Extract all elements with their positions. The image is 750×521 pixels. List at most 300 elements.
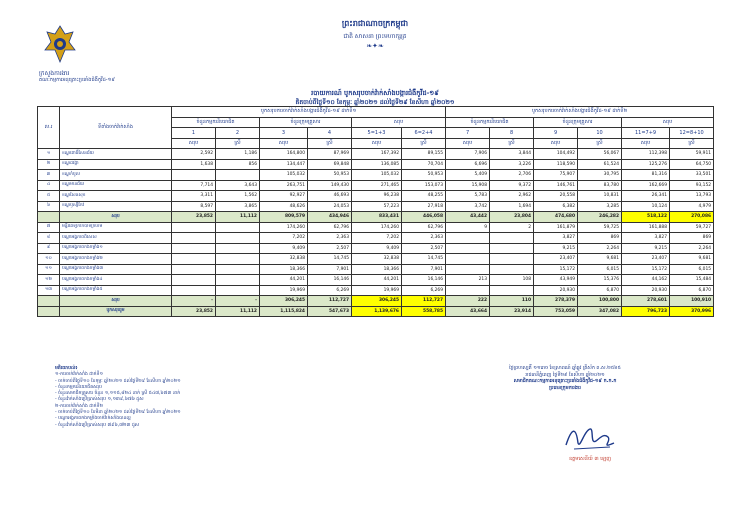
table-cell (216, 233, 260, 244)
signer-title: ប្រធានក្រុមការងារ (549, 385, 581, 391)
table-cell: 33,501 (670, 170, 714, 181)
table-cell: 6,269 (402, 285, 446, 296)
table-cell: 15,484 (670, 275, 714, 286)
table-cell: 20,558 (534, 191, 578, 202)
table-cell: 18,366 (260, 264, 308, 275)
table-cell (216, 264, 260, 275)
g1-worker-header: ចំនួនកម្មករ​និយោជិត (172, 117, 260, 128)
table-cell: 23,852 (172, 212, 216, 223)
table-cell: 5,409 (446, 170, 490, 181)
row-number: ១៣ (38, 285, 60, 296)
table-row (38, 254, 714, 265)
note-line: - ចាក់ចាប់ពីថ្ងៃទី១០ ខែមីនា ឆ្នាំ២០២១ ដល់ថ្ងៃទី២៩ ខែសីហា ឆ្នាំ២០២១ (55, 410, 181, 416)
table-cell: 50,953 (308, 170, 352, 181)
table-cell: 3,226 (490, 159, 534, 170)
table-row (38, 243, 714, 254)
row-number: ២ (38, 159, 60, 170)
table-cell: 13,793 (670, 191, 714, 202)
table-cell: 222 (446, 296, 490, 307)
row-number (38, 212, 60, 223)
table-row (38, 201, 714, 212)
sum-row (38, 296, 714, 307)
table-cell: 15,376 (578, 275, 622, 286)
row-label: ខណ្ឌពោធិ៍សែនជ័យ (60, 149, 172, 160)
table-cell: 32,838 (260, 254, 308, 265)
table-cell: 44,201 (260, 275, 308, 286)
table-cell: 100,800 (578, 296, 622, 307)
table-cell: - (172, 296, 216, 307)
row-label: សរុប (60, 296, 172, 307)
row-label: បូកសរុបរួម (60, 306, 172, 317)
table-cell: 7,714 (172, 180, 216, 191)
g2-total-header: សរុប (622, 117, 714, 128)
note-line: - ចំនួនវ៉ាក់សាំងប្រើប្រាស់សរុប ១,១៣៩,៦៧៦ ដូស (55, 397, 144, 403)
row-label: បណ្ដាអង្គភាពកងកម្លាំង៣ (60, 264, 172, 275)
note-line: - បណ្ដាអង្គភាពកងកម្លាំងចាក់វ៉ាក់សាំងបានល្អ (55, 416, 131, 422)
table-cell: 19,969 (352, 285, 402, 296)
table-cell (172, 275, 216, 286)
table-cell: 125,276 (622, 159, 670, 170)
table-cell: 3,643 (216, 180, 260, 191)
table-cell: 14,745 (402, 254, 446, 265)
row-label: បណ្ដាអង្គភាពកងកម្លាំង២ (60, 254, 172, 265)
col-unit: ស្រី (308, 138, 352, 149)
table-cell: 8,597 (172, 201, 216, 212)
group2-header: បូកសរុបការចាក់វ៉ាក់សាំងបង្ការជំងឺកូវីដ-១៩ ដាក់ទី២ (446, 107, 714, 118)
row-number: ៥ (38, 191, 60, 202)
table-cell: 9,372 (490, 180, 534, 191)
table-cell: 278,601 (622, 296, 670, 307)
table-cell: 7,202 (352, 233, 402, 244)
table-cell: 2,592 (172, 149, 216, 160)
row-label: បណ្ដាអង្គភាពកងកម្លាំង៤ (60, 275, 172, 286)
table-cell: 3,285 (578, 201, 622, 212)
row-number: ៨ (38, 233, 60, 244)
table-row (38, 159, 714, 170)
col-number: 8 (490, 128, 534, 139)
table-cell: 9,681 (670, 254, 714, 265)
report-title: របាយការណ៍ បូកសរុបចាក់វ៉ាក់សាំងបង្ការជំងឺកូវីដ-១៩ (311, 89, 439, 97)
org-name: ក្រសួងការងារ (39, 70, 70, 77)
table-cell (172, 285, 216, 296)
table-cell: 2,962 (490, 191, 534, 202)
document-sheet (35, 14, 715, 514)
ornament: ❧✦❧ (366, 42, 384, 50)
table-cell: 146,761 (534, 180, 578, 191)
table-cell: 134,447 (260, 159, 308, 170)
table-cell: 105,032 (260, 170, 308, 181)
table-cell: 10,831 (578, 191, 622, 202)
table-cell (172, 233, 216, 244)
table-row (38, 180, 714, 191)
row-number: ៣ (38, 170, 60, 181)
row-label: បណ្ដាអង្គភាពពិសេស (60, 233, 172, 244)
col-number: 4 (308, 128, 352, 139)
row-label: សរុប (60, 212, 172, 223)
row-number: ១០ (38, 254, 60, 265)
row-label: ខណ្ឌសែនសុខ (60, 191, 172, 202)
row-number: ៧ (38, 222, 60, 233)
table-cell (446, 285, 490, 296)
vaccination-table (37, 106, 714, 317)
col-unit: ស្រី (490, 138, 534, 149)
table-cell: 11,112 (216, 212, 260, 223)
kingdom-title: ព្រះរាជាណាចក្រកម្ពុជា (341, 19, 409, 28)
col-number: 2 (216, 128, 260, 139)
table-cell: 4,979 (670, 201, 714, 212)
org-subname: គណៈកម្មការអនុគ្រោះប្រឆាំងជំងឺកូវីដ-១៩ (39, 77, 115, 83)
table-cell: 26,341 (622, 191, 670, 202)
row-number: ៤ (38, 180, 60, 191)
row-number: ១១ (38, 264, 60, 275)
table-cell: 2,507 (308, 243, 352, 254)
table-cell: 61,524 (578, 159, 622, 170)
table-cell: 20,930 (534, 285, 578, 296)
table-cell: 7,901 (308, 264, 352, 275)
place-date: រាជធានីភ្នំពេញ ថ្ងៃទី២៩ ខែសីហា ឆ្នាំ២០២១ (525, 372, 605, 378)
col-unit: ស្រី (578, 138, 622, 149)
table-cell: 3,844 (490, 149, 534, 160)
table-cell: 558,785 (402, 306, 446, 317)
table-cell: 93,152 (670, 180, 714, 191)
table-cell: 1,638 (172, 159, 216, 170)
table-body (38, 149, 714, 317)
table-cell: 153,073 (402, 180, 446, 191)
table-cell: 161,888 (622, 222, 670, 233)
table-cell: 83,780 (578, 180, 622, 191)
table-cell: 64,750 (670, 159, 714, 170)
table-cell: 306,245 (260, 296, 308, 307)
note-line: - ចំនួនវ៉ាក់សាំងប្រើប្រាស់សរុប ៧៩៦,៧២៣ ដូស (55, 422, 140, 428)
table-cell: 9,215 (534, 243, 578, 254)
col-number: 9 (534, 128, 578, 139)
table-cell: 112,727 (402, 296, 446, 307)
row-label: ខណ្ឌកំបូល (60, 170, 172, 181)
signer-role: សមាជិកគណៈកម្មការអនុគ្រោះប្រឆាំងជំងឺកូវីដ-១៩ ក.ក.ក (513, 379, 617, 384)
table-cell: 15,172 (622, 264, 670, 275)
table-cell (216, 254, 260, 265)
col-unit: ស្រី (216, 138, 260, 149)
row-label: ខណ្ឌឫស្សីកែវ (60, 201, 172, 212)
table-cell (172, 254, 216, 265)
table-cell: 6,870 (578, 285, 622, 296)
table-cell: 271,465 (352, 180, 402, 191)
table-cell: 809,579 (260, 212, 308, 223)
lunar-date: ថ្ងៃព្រហស្បតិ៍ ១១រោច ខែស្រាពណ៍ ឆ្នាំឆ្លូវ ត្រីស័ក ព.ស.២៥៦៥ (509, 366, 621, 371)
table-row (38, 170, 714, 181)
table-cell (446, 264, 490, 275)
row-label: បណ្ដាអង្គភាពកងកម្លាំង៥ (60, 285, 172, 296)
table-cell: 547,673 (308, 306, 352, 317)
table-cell (172, 222, 216, 233)
table-row (38, 285, 714, 296)
table-cell: 44,201 (352, 275, 402, 286)
table-cell: 100,910 (670, 296, 714, 307)
table-cell (446, 233, 490, 244)
table-cell: 16,146 (402, 275, 446, 286)
table-cell: 50,953 (402, 170, 446, 181)
col-unit: សរុប (260, 138, 308, 149)
col-number: 11=7+9 (622, 128, 670, 139)
row-number: ១ (38, 149, 60, 160)
table-cell: 23,804 (490, 212, 534, 223)
table-cell: 11,112 (216, 306, 260, 317)
table-cell: 753,059 (534, 306, 578, 317)
table-cell: 3,827 (622, 233, 670, 244)
table-cell (490, 233, 534, 244)
table-cell: 75,907 (534, 170, 578, 181)
signer-name: ឧត្តមសេនីយ៍ ៣ ឡេញ (568, 456, 612, 462)
table-cell: 1,115,824 (260, 306, 308, 317)
col-number: 1 (172, 128, 216, 139)
table-cell: 48,626 (260, 201, 308, 212)
table-cell (490, 243, 534, 254)
col-unit: ស្រី (670, 138, 714, 149)
table-row (38, 191, 714, 202)
table-cell (172, 243, 216, 254)
table-cell: 246,282 (578, 212, 622, 223)
g1-family-header: ចំនួនក្រុមគ្រួសារ (260, 117, 352, 128)
table-cell: 23,914 (490, 306, 534, 317)
table-cell: 263,751 (260, 180, 308, 191)
g2-family-header: ចំនួនក្រុមគ្រួសារ (534, 117, 622, 128)
table-cell: 6,870 (670, 285, 714, 296)
table-cell: 306,245 (352, 296, 402, 307)
table-cell: 56,067 (578, 149, 622, 160)
col-number: 10 (578, 128, 622, 139)
group1-header: បូកសរុបការចាក់វ៉ាក់សាំងបង្ការជំងឺកូវីដ-១៩ ដាក់ទី១ (172, 107, 446, 118)
table-cell: 2,363 (308, 233, 352, 244)
table-cell (216, 170, 260, 181)
table-cell (446, 243, 490, 254)
table-cell: 96,238 (352, 191, 402, 202)
table-cell: 149,430 (308, 180, 352, 191)
table-row (38, 275, 714, 286)
col-unit: សរុប (622, 138, 670, 149)
table-cell: 59,725 (578, 222, 622, 233)
table-cell: 16,146 (308, 275, 352, 286)
table-cell (216, 285, 260, 296)
table-row (38, 222, 714, 233)
table-cell: 9,681 (578, 254, 622, 265)
col-unit: ស្រី (402, 138, 446, 149)
table-cell: 43,442 (446, 212, 490, 223)
table-cell: 3,742 (446, 201, 490, 212)
table-cell (172, 264, 216, 275)
table-cell: 2,264 (578, 243, 622, 254)
table-cell: 856 (216, 159, 260, 170)
row-label: ខណ្ឌមានជ័យ (60, 180, 172, 191)
table-cell: 108 (490, 275, 534, 286)
table-cell: 1,186 (216, 149, 260, 160)
row-label: បណ្ដាអង្គភាពកងកម្លាំង១ (60, 243, 172, 254)
table-cell (216, 275, 260, 286)
table-cell: 518,122 (622, 212, 670, 223)
table-cell (490, 264, 534, 275)
ministry-emblem-icon (43, 24, 77, 64)
signature-block (455, 366, 675, 392)
table-cell: 15,172 (534, 264, 578, 275)
table-cell (490, 254, 534, 265)
kingdom-motto: ជាតិ សាសនា ព្រះមហាក្សត្រ (343, 33, 407, 40)
table-cell: 81,316 (622, 170, 670, 181)
row-number (38, 306, 60, 317)
row-number: ៩ (38, 243, 60, 254)
table-row (38, 149, 714, 160)
col-no-header: ល.រ (38, 107, 60, 149)
table-cell: 7,202 (260, 233, 308, 244)
report-subtitle: គិតចាប់ពីថ្ងៃទី១០ ខែកុម្ភៈ ឆ្នាំ២០២១ ដល់ថ្ងៃទី២៩ ខែសីហា ឆ្នាំ២០២១ (295, 99, 455, 106)
table-cell (172, 170, 216, 181)
table-cell: 9,215 (622, 243, 670, 254)
table-cell: 161,879 (534, 222, 578, 233)
table-cell (216, 222, 260, 233)
table-cell: 2,264 (670, 243, 714, 254)
total-row (38, 306, 714, 317)
table-cell: 9,409 (352, 243, 402, 254)
table-cell: 370,996 (670, 306, 714, 317)
table-cell: 7,901 (402, 264, 446, 275)
col-number: 5=1+3 (352, 128, 402, 139)
table-cell: 474,680 (534, 212, 578, 223)
table-cell: 6,015 (578, 264, 622, 275)
table-cell: 23,407 (534, 254, 578, 265)
note-line: ១-ការចាក់វ៉ាក់សាំង ដាក់ទី១ (55, 372, 103, 378)
table-cell: 278,379 (534, 296, 578, 307)
table-cell: 112,398 (622, 149, 670, 160)
table-cell: 32,838 (352, 254, 402, 265)
handwritten-signature-icon (560, 419, 620, 457)
table-cell: 833,431 (352, 212, 402, 223)
table-cell: 2,363 (402, 233, 446, 244)
table-cell (216, 243, 260, 254)
row-number: ៦ (38, 201, 60, 212)
table-cell: 44,162 (622, 275, 670, 286)
table-cell: 167,392 (352, 149, 402, 160)
table-cell: 24,053 (308, 201, 352, 212)
kingdom-header (275, 18, 475, 50)
col-number: 6=2+4 (402, 128, 446, 139)
row-label: ខណ្ឌដង្កោ (60, 159, 172, 170)
table-cell: 19,969 (260, 285, 308, 296)
col-unit: សរុប (352, 138, 402, 149)
table-cell: 2 (490, 222, 534, 233)
table-cell: 87,969 (308, 149, 352, 160)
table-cell: 110 (490, 296, 534, 307)
table-cell: 43,949 (534, 275, 578, 286)
table-cell: 6,382 (534, 201, 578, 212)
table-cell: 796,723 (622, 306, 670, 317)
table-cell: 92,927 (260, 191, 308, 202)
col-unit: សរុប (446, 138, 490, 149)
table-cell: 27,918 (402, 201, 446, 212)
table-cell: 6,015 (670, 264, 714, 275)
notes-lines (55, 372, 385, 429)
table-cell: 23,852 (172, 306, 216, 317)
table-cell: 30,795 (578, 170, 622, 181)
g1-total-header: សរុប (352, 117, 446, 128)
table-cell: - (216, 296, 260, 307)
col-unit: សរុប (534, 138, 578, 149)
table-cell: 69,848 (308, 159, 352, 170)
table-cell (446, 254, 490, 265)
table-cell: 104,492 (534, 149, 578, 160)
col-name-header: ទីតាំងចាក់វ៉ាក់សាំង (60, 107, 172, 149)
table-cell: 446,058 (402, 212, 446, 223)
row-label: មន្ទីរពេទ្យកាកបាទក្រហម (60, 222, 172, 233)
table-cell: 270,086 (670, 212, 714, 223)
note-line: - ចំនួនកម្មករនិយោជិតសរុប (55, 384, 102, 390)
row-number (38, 296, 60, 307)
notes-heading: មតិយោបល់៖ (55, 366, 78, 371)
table-cell: 1,562 (216, 191, 260, 202)
table-cell: 118,590 (534, 159, 578, 170)
table-cell: 18,366 (352, 264, 402, 275)
table-cell: 89,155 (402, 149, 446, 160)
g2-worker-header: ចំនួនកម្មករ​និយោជិត (446, 117, 534, 128)
notes-block (55, 366, 385, 429)
table-cell: 59,911 (670, 149, 714, 160)
table-row (38, 264, 714, 275)
note-line: ២-ការចាក់វ៉ាក់សាំង ដាក់ទី២ (55, 403, 103, 409)
note-line: - ចំនួនសមាជិកគ្រួសារ ចំនួន ១,១១៥,៨២៤ នាក់ ស្រី ៥៤៧,៦៧៣ នាក់ (55, 391, 181, 397)
table-cell: 15,908 (446, 180, 490, 191)
table-cell: 2,507 (402, 243, 446, 254)
sum-row (38, 212, 714, 223)
table-row (38, 233, 714, 244)
table-cell: 136,085 (352, 159, 402, 170)
table-cell (490, 285, 534, 296)
table-cell: 869 (578, 233, 622, 244)
note-line: - ចាក់ចាប់ពីថ្ងៃទី១០ ខែកុម្ភៈ ឆ្នាំ២០២១ ដល់ថ្ងៃទី២៩ ខែសីហា ឆ្នាំ២០២១ (55, 378, 181, 384)
table-cell: 3,865 (216, 201, 260, 212)
table-cell: 112,727 (308, 296, 352, 307)
table-cell: 59,727 (670, 222, 714, 233)
table-cell: 46,693 (308, 191, 352, 202)
table-cell: 174,260 (352, 222, 402, 233)
table-cell: 213 (446, 275, 490, 286)
table-cell: 43,664 (446, 306, 490, 317)
table-cell: 869 (670, 233, 714, 244)
table-cell: 6,696 (446, 159, 490, 170)
table-cell: 174,260 (260, 222, 308, 233)
col-number: 3 (260, 128, 308, 139)
table-cell: 3,311 (172, 191, 216, 202)
table-cell: 164,800 (260, 149, 308, 160)
table-cell: 48,255 (402, 191, 446, 202)
table-cell: 70,704 (402, 159, 446, 170)
table-cell: 57,223 (352, 201, 402, 212)
table-cell: 6,269 (308, 285, 352, 296)
table-cell: 62,796 (402, 222, 446, 233)
col-unit: សរុប (172, 138, 216, 149)
table-cell: 347,082 (578, 306, 622, 317)
table-cell: 9 (446, 222, 490, 233)
row-number: ១២ (38, 275, 60, 286)
table-cell: 10,124 (622, 201, 670, 212)
table-cell: 5,783 (446, 191, 490, 202)
table-cell: 162,669 (622, 180, 670, 191)
table-cell: 20,930 (622, 285, 670, 296)
table-cell: 23,407 (622, 254, 670, 265)
table-cell: 105,032 (352, 170, 402, 181)
table-cell: 7,906 (446, 149, 490, 160)
table-cell: 62,796 (308, 222, 352, 233)
table-cell: 14,745 (308, 254, 352, 265)
table-cell: 2,706 (490, 170, 534, 181)
table-cell: 1,139,676 (352, 306, 402, 317)
table-cell: 3,827 (534, 233, 578, 244)
